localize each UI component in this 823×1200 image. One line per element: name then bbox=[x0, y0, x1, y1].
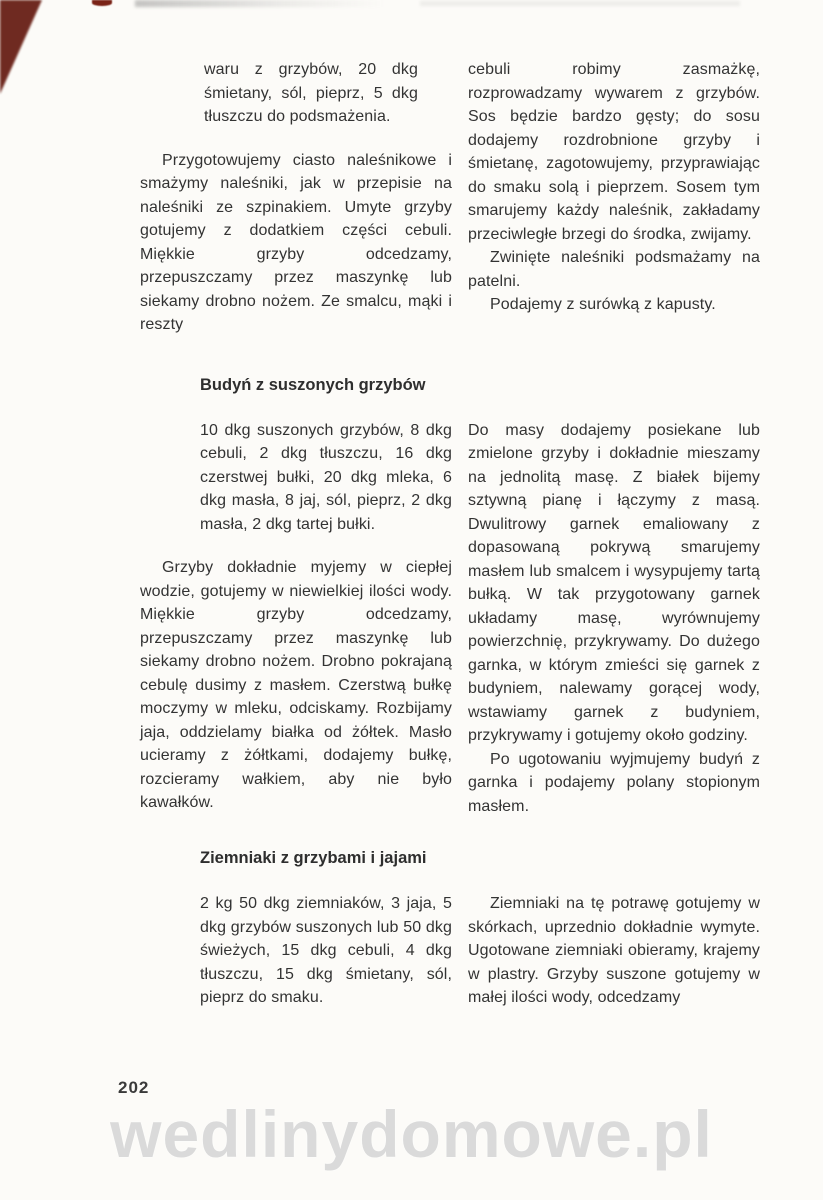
recipe-section-ziemniaki bbox=[140, 846, 760, 1010]
body-paragraph: Do masy dodajemy posiekane lub zmielone grzyby i dokładnie mieszamy na jednolitą masę. Z białek bijemy sztywną pianę i łączymy z masą. Dwulitrowy garnek emaliowany z dopasowaną pokrywą smarujemy masłem lub smalcem i wysypujemy tartą bułką. W tak przygotowany garnek układamy masę, wyrównujemy powierzchnię, przykrywamy. Do dużego garnka, w którym zmieści się garnek z budyniem, nalewamy gorącej wody, wstawiamy garnek z budyniem, przykrywamy i gotujemy około godziny. bbox=[468, 421, 760, 744]
body-paragraph: cebuli robimy zasmażkę, rozprowadzamy wywarem z grzybów. Sos będzie bardzo gęsty; do sosu dodajemy rozdrobnione grzyby i śmietanę, zagotowujemy, przyprawiając do smaku solą i pieprzem. Sosem tym smarujemy każdy naleśnik, zakładamy przeciwległe brzegi do środka, zwijamy. bbox=[468, 61, 760, 243]
two-column-layout bbox=[140, 58, 760, 337]
recipe-section-continuation bbox=[140, 58, 760, 337]
right-column bbox=[468, 419, 760, 819]
ingredients-paragraph: 10 dkg suszonych grzybów, 8 dkg cebuli, 2 dkg tłuszczu, 16 dkg czerstwej bułki, 20 dkg mleka, 6 dkg masła, 8 jaj, sól, pieprz, 2 dkg masła, 2 dkg tartej bułki. bbox=[200, 421, 452, 533]
two-column-layout bbox=[140, 892, 760, 1010]
body-paragraph: Grzyby dokładnie myjemy w ciepłej wodzie, gotujemy w niewielkiej ilości wody. Miękkie grzyby odcedzamy, przepuszczamy przez maszynkę lub siekamy drobno nożem. Drobno pokrajaną cebulę dusimy z masłem. Czerstwą bułkę moczymy w mleku, odciskamy. Rozbijamy jaja, oddzielamy białka od żółtek. Masło ucieramy z żółtkami, dodajemy bułkę, rozcieramy wałkiem, aby nie było kawałków. bbox=[140, 559, 452, 811]
recipe-section-budyn bbox=[140, 373, 760, 819]
body-paragraph: Podajemy z surówką z kapusty. bbox=[490, 296, 716, 313]
scan-top-smudge-right bbox=[420, 1, 740, 6]
page-content bbox=[140, 58, 760, 1010]
scan-red-dot bbox=[92, 0, 112, 6]
scan-corner-artifact bbox=[0, 0, 42, 94]
body-paragraph: Ziemniaki na tę potrawę gotujemy w skórkach, uprzednio dokładnie wymyte. Ugotowane ziemniaki obieramy, krajemy w plastry. Grzyby suszone gotujemy w małej ilości wody, odcedzamy bbox=[468, 895, 760, 1006]
body-paragraph: Zwinięte naleśniki podsmażamy na patelni. bbox=[468, 249, 760, 290]
two-column-layout bbox=[140, 419, 760, 819]
scan-top-smudge bbox=[135, 0, 385, 7]
ingredients-paragraph: 2 kg 50 dkg ziemniaków, 3 jaja, 5 dkg grzybów suszonych lub 50 dkg świeżych, 15 dkg cebuli, 4 dkg tłuszczu, 15 dkg śmietany, sól, pieprz do smaku. bbox=[200, 895, 452, 1006]
body-paragraph: Po ugotowaniu wyjmujemy budyń z garnka i podajemy polany stopionym masłem. bbox=[468, 750, 760, 815]
recipe-heading: Ziemniaki z grzybami i jajami bbox=[200, 849, 427, 867]
left-column bbox=[140, 419, 452, 819]
ingredients-paragraph: waru z grzybów, 20 dkg śmietany, sól, pieprz, 5 dkg tłuszczu do podsmażenia. bbox=[204, 61, 418, 125]
right-column bbox=[468, 892, 760, 1010]
watermark-text: wedlinydomowe.pl bbox=[110, 1097, 713, 1171]
left-column bbox=[140, 58, 452, 337]
left-column bbox=[140, 892, 452, 1010]
right-column bbox=[468, 58, 760, 337]
page-number: 202 bbox=[118, 1078, 150, 1097]
recipe-heading: Budyń z suszonych grzybów bbox=[200, 375, 426, 394]
body-paragraph: Przygotowujemy ciasto naleśnikowe i smażymy naleśniki, jak w przepisie na naleśniki ze szpinakiem. Umyte grzyby gotujemy z dodatkiem części cebuli. Miękkie grzyby odcedzamy, przepuszczamy przez maszynkę lub siekamy drobno nożem. Ze smalcu, mąki i reszty bbox=[140, 151, 452, 333]
